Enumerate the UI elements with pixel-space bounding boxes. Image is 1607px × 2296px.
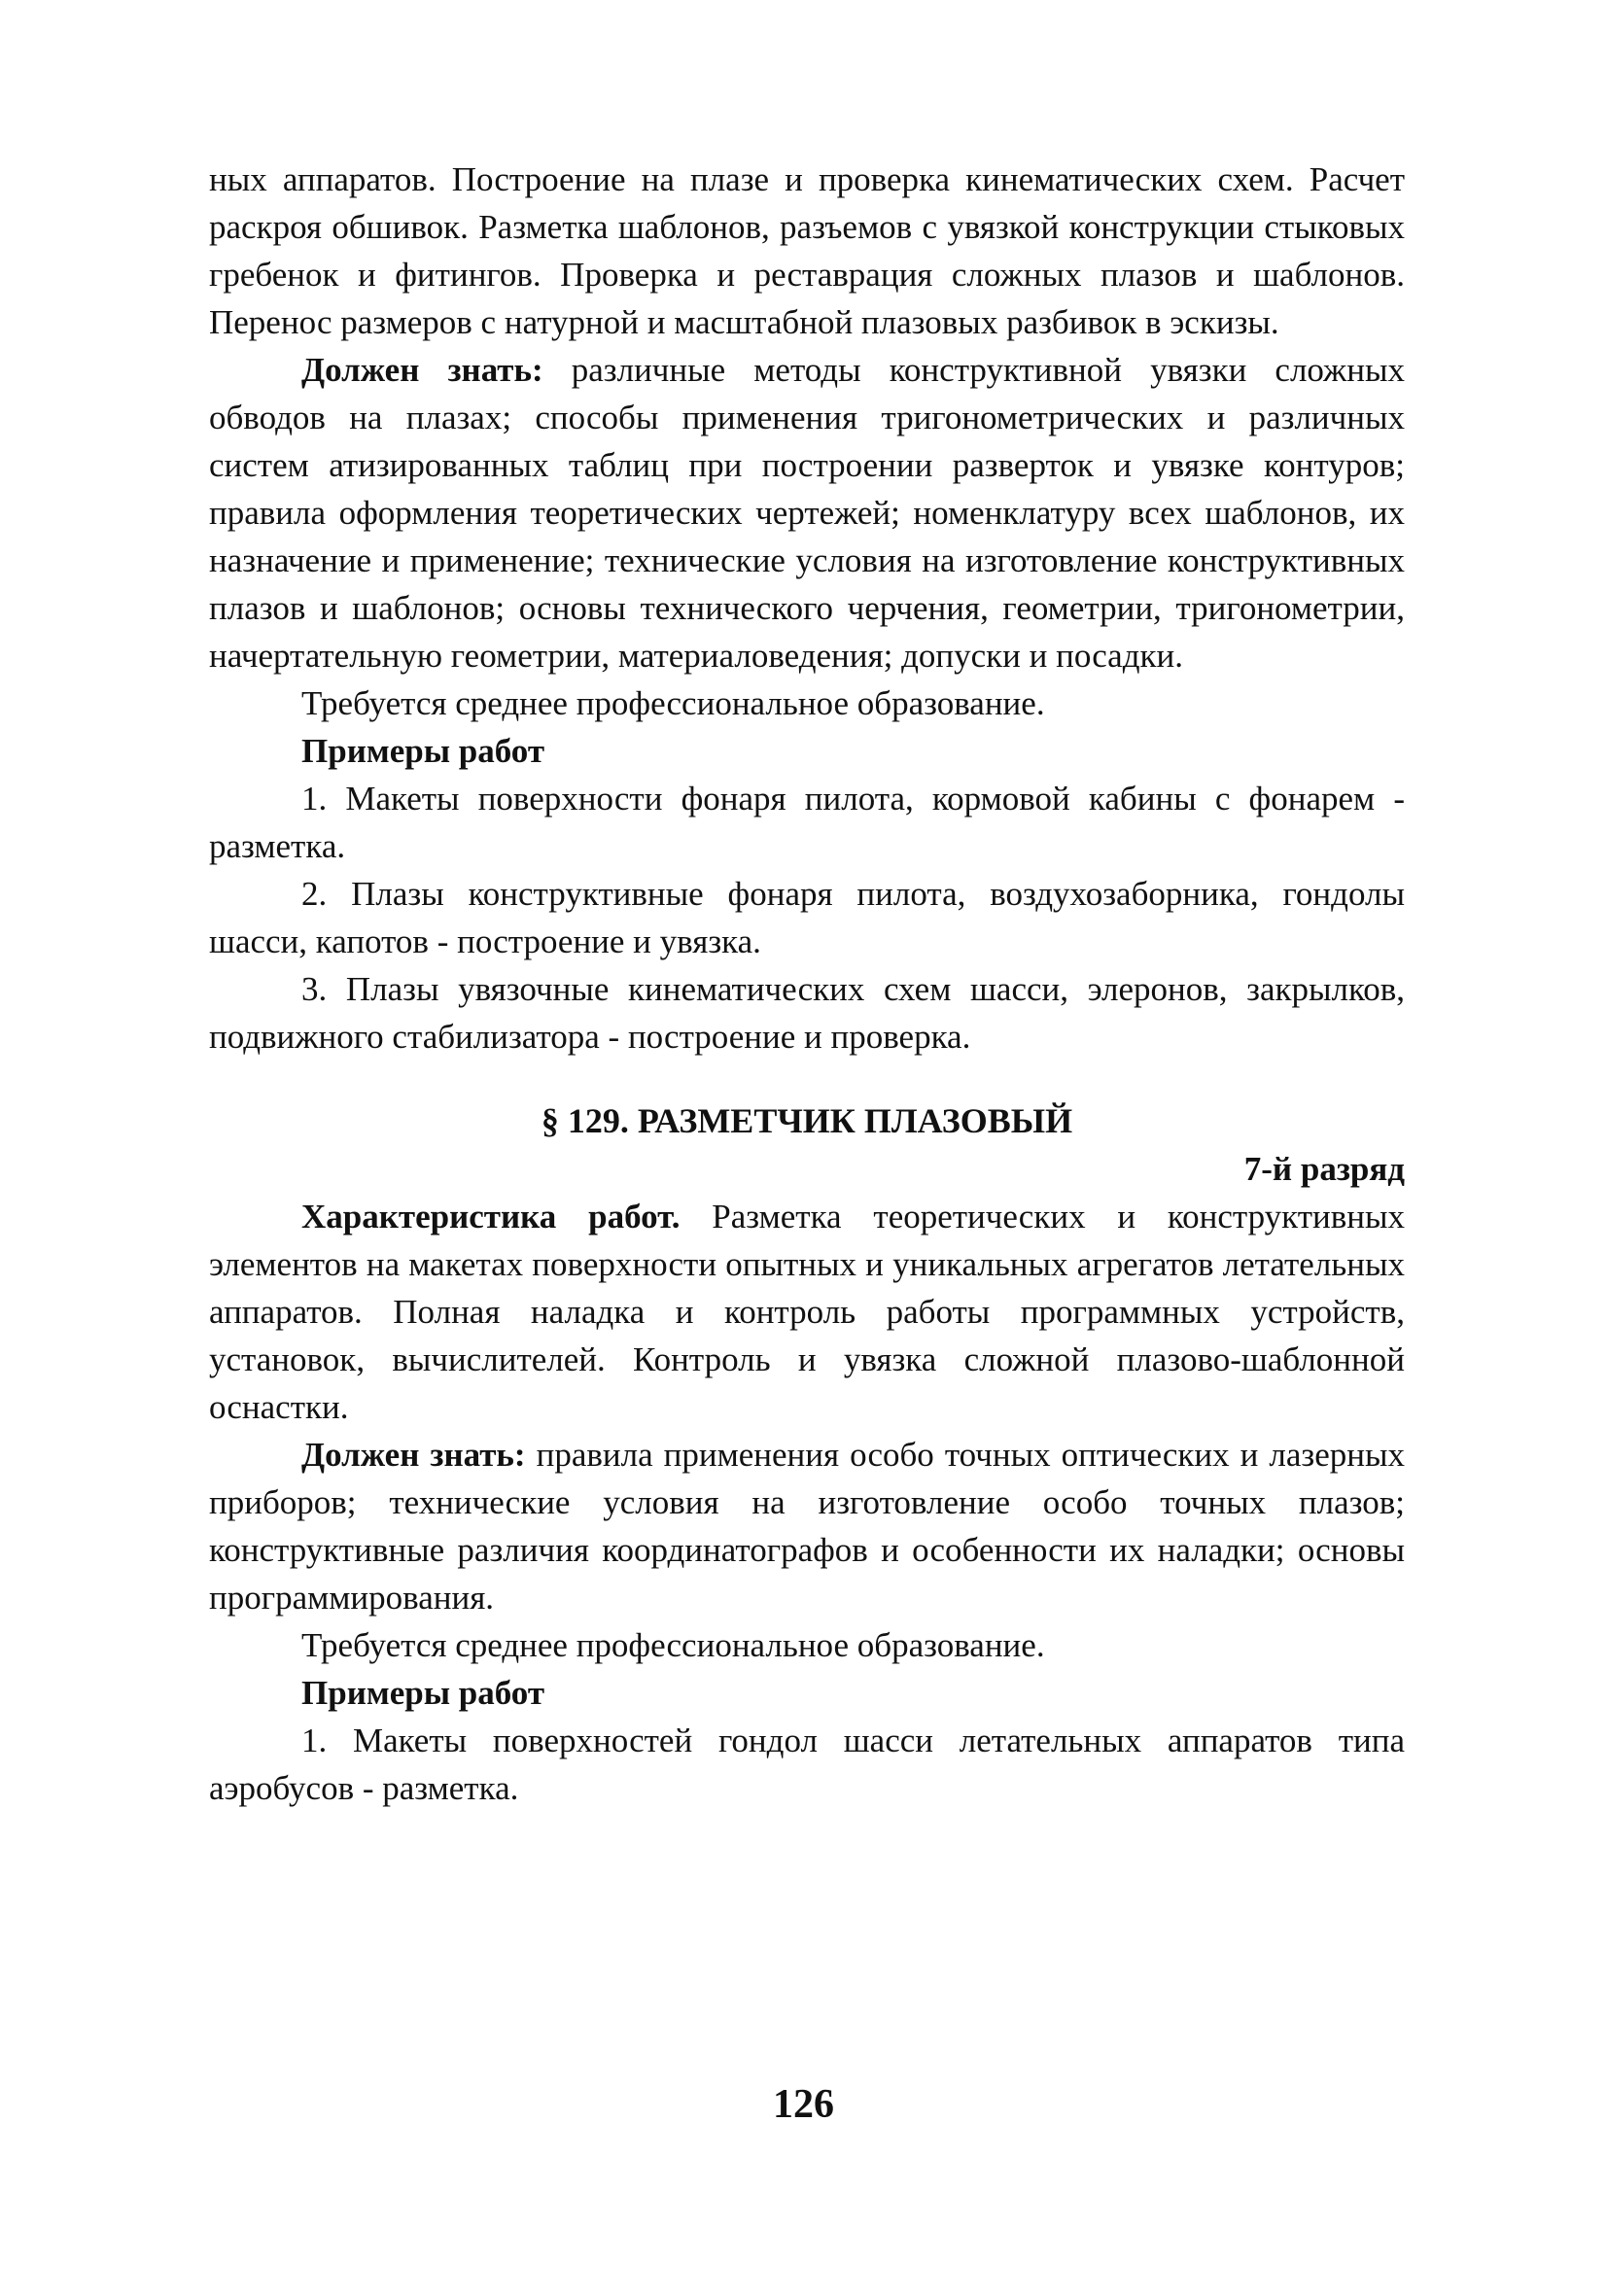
education-requirement: Требуется среднее профессиональное образование. (301, 1626, 1045, 1664)
knowledge-text: правила применения особо точных оптических и лазерных приборов; технические условия на изготовление особо точных плазов; конструктивные различия координатографов и особенности их наладки; основы программирования. (209, 1436, 1405, 1617)
page-number: 126 (773, 2082, 834, 2127)
example-item: 3. Плазы увязочные кинематических схем шасси, элеронов, закрылков, подвижного стабилизатора - построение и проверка. (209, 970, 1405, 1056)
grade-label: 7-й разряд (1243, 1150, 1405, 1188)
characteristics-text: Разметка теоретических и конструктивных элементов на макетах поверхности опытных и уникальных агрегатов летательных аппаратов. Полная наладка и контроль работы программных устройств, установок, вычислителей. Контроль и увязка сложной плазово-шаблонной оснастки. (209, 1198, 1406, 1426)
section-title: § 129. РАЗМЕТЧИК ПЛАЗОВЫЙ (541, 1101, 1073, 1140)
education-requirement: Требуется среднее профессиональное образование. (301, 684, 1045, 722)
example-item: 1. Макеты поверхностей гондол шасси летательных аппаратов типа аэробусов - разметка. (209, 1722, 1405, 1807)
examples-heading: Примеры работ (301, 732, 545, 770)
knowledge-label: Должен знать: (301, 1436, 526, 1474)
examples-heading: Примеры работ (301, 1674, 545, 1712)
knowledge-paragraph (209, 1431, 1405, 1621)
knowledge-label: Должен знать: (301, 351, 543, 389)
characteristics-label: Характеристика работ. (301, 1198, 681, 1235)
knowledge-paragraph (209, 346, 1405, 679)
page-body (209, 156, 1405, 1812)
knowledge-text: различные методы конструктивной увязки сложных обводов на плазах; способы применения тригонометрических и различных систем атизированных таблиц при построении разверток и увязке контуров; правила оформления теоретических чертежей; номенклатуру всех шаблонов, их назначение и применение; технические условия на изготовление конструктивных плазов и шаблонов; основы технического черчения, геометрии, тригонометрии, начертательную геометрии, материаловедения; допуски и посадки. (209, 351, 1405, 675)
example-item: 2. Плазы конструктивные фонаря пилота, воздухозаборника, гондолы шасси, капотов - построение и увязка. (209, 875, 1405, 960)
example-item: 1. Макеты поверхности фонаря пилота, кормовой кабины с фонарем - разметка. (209, 780, 1405, 865)
characteristics-paragraph (209, 1193, 1405, 1431)
intro-paragraph: ных аппаратов. Построение на плазе и проверка кинематических схем. Расчет раскроя обшивок. Разметка шаблонов, разъемов с увязкой конструкции стыковых гребенок и фитингов. Проверка и реставрация сложных плазов и шаблонов. Перенос размеров с натурной и масштабной плазовых разбивок в эскизы. (209, 160, 1405, 341)
